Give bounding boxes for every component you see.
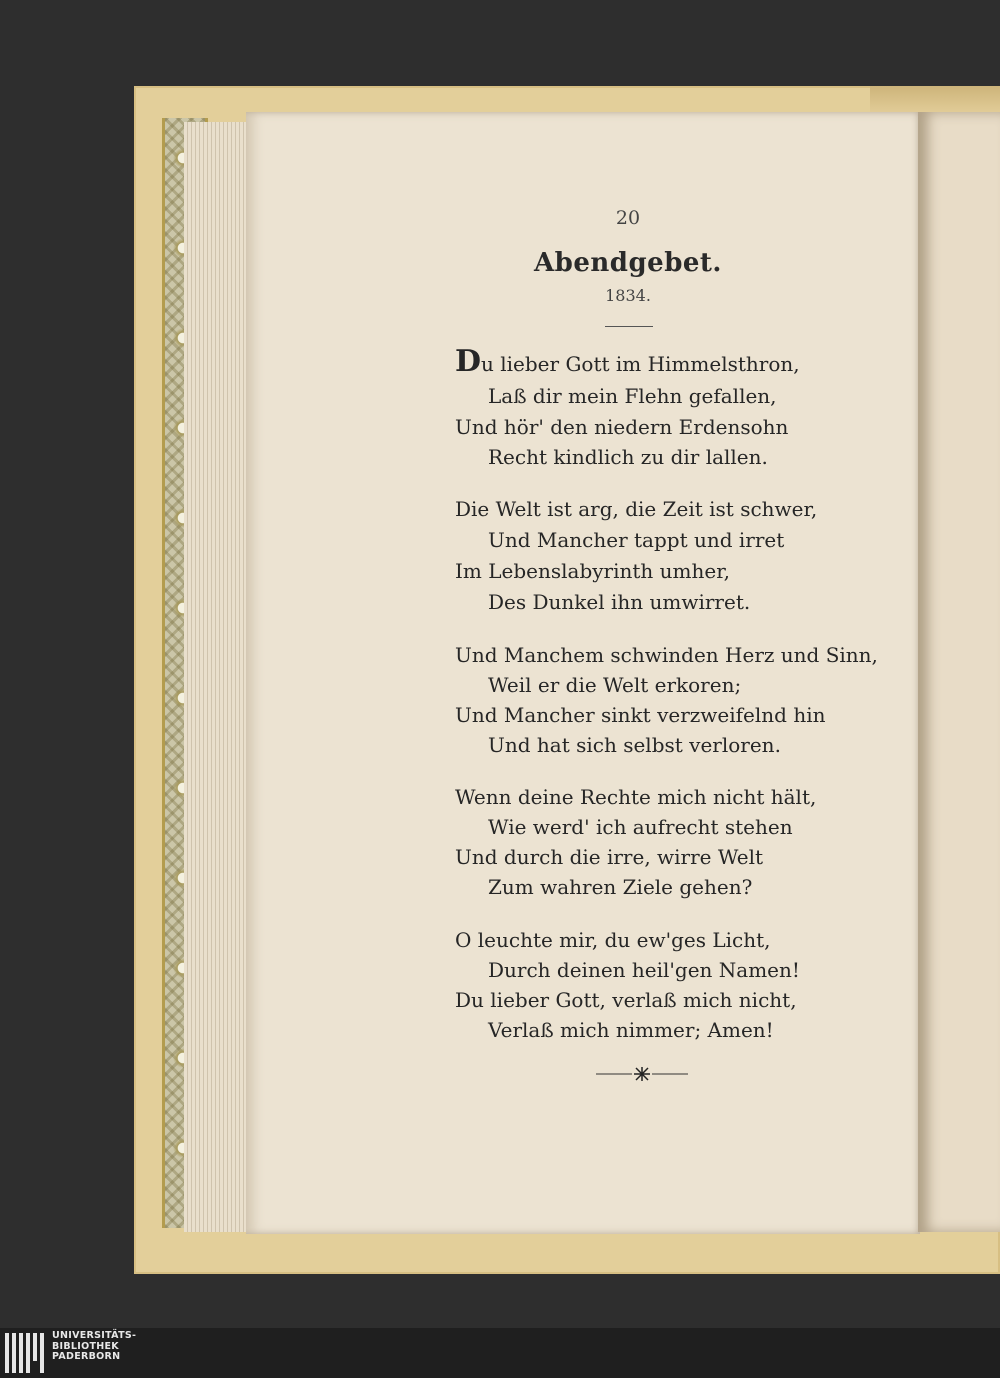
poem-line: Und Mancher tappt und irret	[488, 528, 785, 552]
poem-line: O leuchte mir, du ew'ges Licht,	[455, 928, 771, 952]
poem-line: Und hör' den niedern Erdensohn	[455, 415, 789, 439]
page-number: 20	[615, 207, 641, 229]
logo-line: BIBLIOTHEK	[52, 1340, 119, 1352]
poem-line: Die Welt ist arg, die Zeit ist schwer,	[455, 497, 818, 521]
poem-year: 1834.	[605, 286, 651, 305]
poem-line: Verlaß mich nimmer; Amen!	[488, 1018, 774, 1042]
poem-line: Weil er die Welt erkoren;	[488, 673, 742, 697]
poem-line: Zum wahren Ziele gehen?	[488, 875, 753, 899]
poem-line: Wenn deine Rechte mich nicht hält,	[455, 785, 817, 809]
poem-line: Recht kindlich zu dir lallen.	[488, 445, 768, 469]
poem-line: Wie werd' ich aufrecht stehen	[488, 815, 793, 839]
poem-line: Laß dir mein Flehn gefallen,	[488, 384, 777, 408]
poem-line: Und Manchem schwinden Herz und Sinn,	[455, 643, 878, 667]
end-ornament-icon	[596, 1064, 688, 1084]
poem-line: Du lieber Gott, verlaß mich nicht,	[455, 988, 797, 1012]
poem-line: Im Lebenslabyrinth umher,	[455, 559, 730, 583]
poem-line: Und hat sich selbst verloren.	[488, 733, 781, 757]
facing-page-edge	[918, 112, 1000, 1232]
logo-line: PADERBORN	[52, 1351, 121, 1362]
title-rule	[605, 326, 653, 327]
poem-line: Des Dunkel ihn umwirret.	[488, 590, 751, 614]
poem-line: Und Mancher sinkt verzweifelnd hin	[455, 703, 826, 727]
poem-line: Und durch die irre, wirre Welt	[455, 845, 764, 869]
library-logo-text	[52, 1331, 136, 1363]
poem-line: Durch deinen heil'gen Namen!	[488, 958, 800, 982]
logo-line: UNIVERSITÄTS-	[52, 1330, 137, 1341]
poem-line: Du lieber Gott im Himmelsthron,	[455, 344, 800, 379]
library-logo-icon	[5, 1333, 45, 1373]
footer-bar	[0, 1328, 1000, 1378]
poem-title: Abendgebet.	[534, 248, 722, 278]
